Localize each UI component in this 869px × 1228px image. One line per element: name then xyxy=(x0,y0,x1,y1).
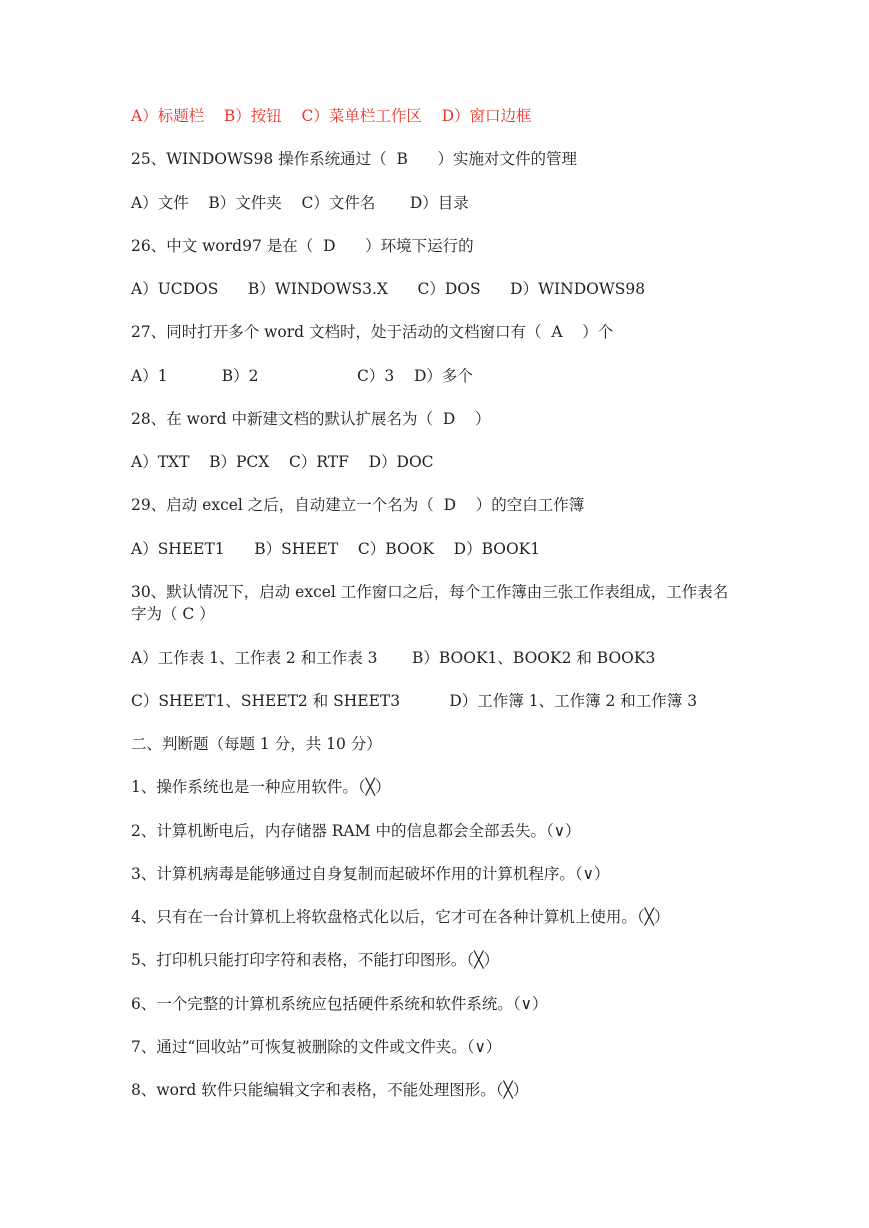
q28-options-line: A）TXT B）PCX C）RTF D）DOC xyxy=(131,453,434,471)
q26-options-line: A）UCDOS B）WINDOWS3.X C）DOS D）WINDOWS98 xyxy=(131,280,646,298)
tf-question-3: 3、计算机病毒是能够通过自身复制而起破坏作用的计算机程序。（∨） xyxy=(131,865,610,883)
q25-options-line: A）文件 B）文件夹 C）文件名 D）目录 xyxy=(131,194,469,212)
q28-question: 28、在 word 中新建文档的默认扩展名为（ D ） xyxy=(131,410,491,428)
q27-options-line: A）1 B）2 C）3 D）多个 xyxy=(131,367,473,385)
q29-question: 29、启动 excel 之后，自动建立一个名为（ D ）的空白工作簿 xyxy=(131,496,585,514)
q27-question: 27、同时打开多个 word 文档时，处于活动的文档窗口有（ A ）个 xyxy=(131,323,614,341)
tf-question-5: 5、打印机只能打印字符和表格，不能打印图形。（╳） xyxy=(131,951,499,969)
q25-question: 25、WINDOWS98 操作系统通过（ B ）实施对文件的管理 xyxy=(131,150,577,168)
tf-question-6: 6、一个完整的计算机系统应包括硬件系统和软件系统。（∨） xyxy=(131,995,548,1013)
q30-options-line-1: A）工作表 1、工作表 2 和工作表 3 B）BOOK1、BOOK2 和 BOOK3 xyxy=(131,649,656,667)
section-2-title: 二、判断题（每题 1 分，共 10 分） xyxy=(131,735,382,753)
q30-question: 30、默认情况下，启动 excel 工作窗口之后，每个工作簿由三张工作表组成，工作表名字为（ C ） xyxy=(131,583,729,623)
q26-question: 26、中文 word97 是在（ D ）环境下运行的 xyxy=(131,237,474,255)
q29-options-line: A）SHEET1 B）SHEET C）BOOK D）BOOK1 xyxy=(131,540,541,558)
tf-question-1: 1、操作系统也是一种应用软件。（╳） xyxy=(131,778,391,796)
q30-options-line-2: C）SHEET1、SHEET2 和 SHEET3 D）工作簿 1、工作簿 2 和工作簿 3 xyxy=(131,692,698,710)
tf-question-4: 4、只有在一台计算机上将软盘格式化以后，它才可在各种计算机上使用。（╳） xyxy=(131,908,670,926)
tf-question-8: 8、word 软件只能编辑文字和表格，不能处理图形。（╳） xyxy=(131,1081,529,1099)
q24-options-line: A）标题栏 B）按钮 C）菜单栏工作区 D）窗口边框 xyxy=(131,107,532,125)
tf-question-7: 7、通过“回收站”可恢复被删除的文件或文件夹。（∨） xyxy=(131,1038,502,1056)
tf-question-2: 2、计算机断电后，内存储器 RAM 中的信息都会全部丢失。（∨） xyxy=(131,822,581,840)
